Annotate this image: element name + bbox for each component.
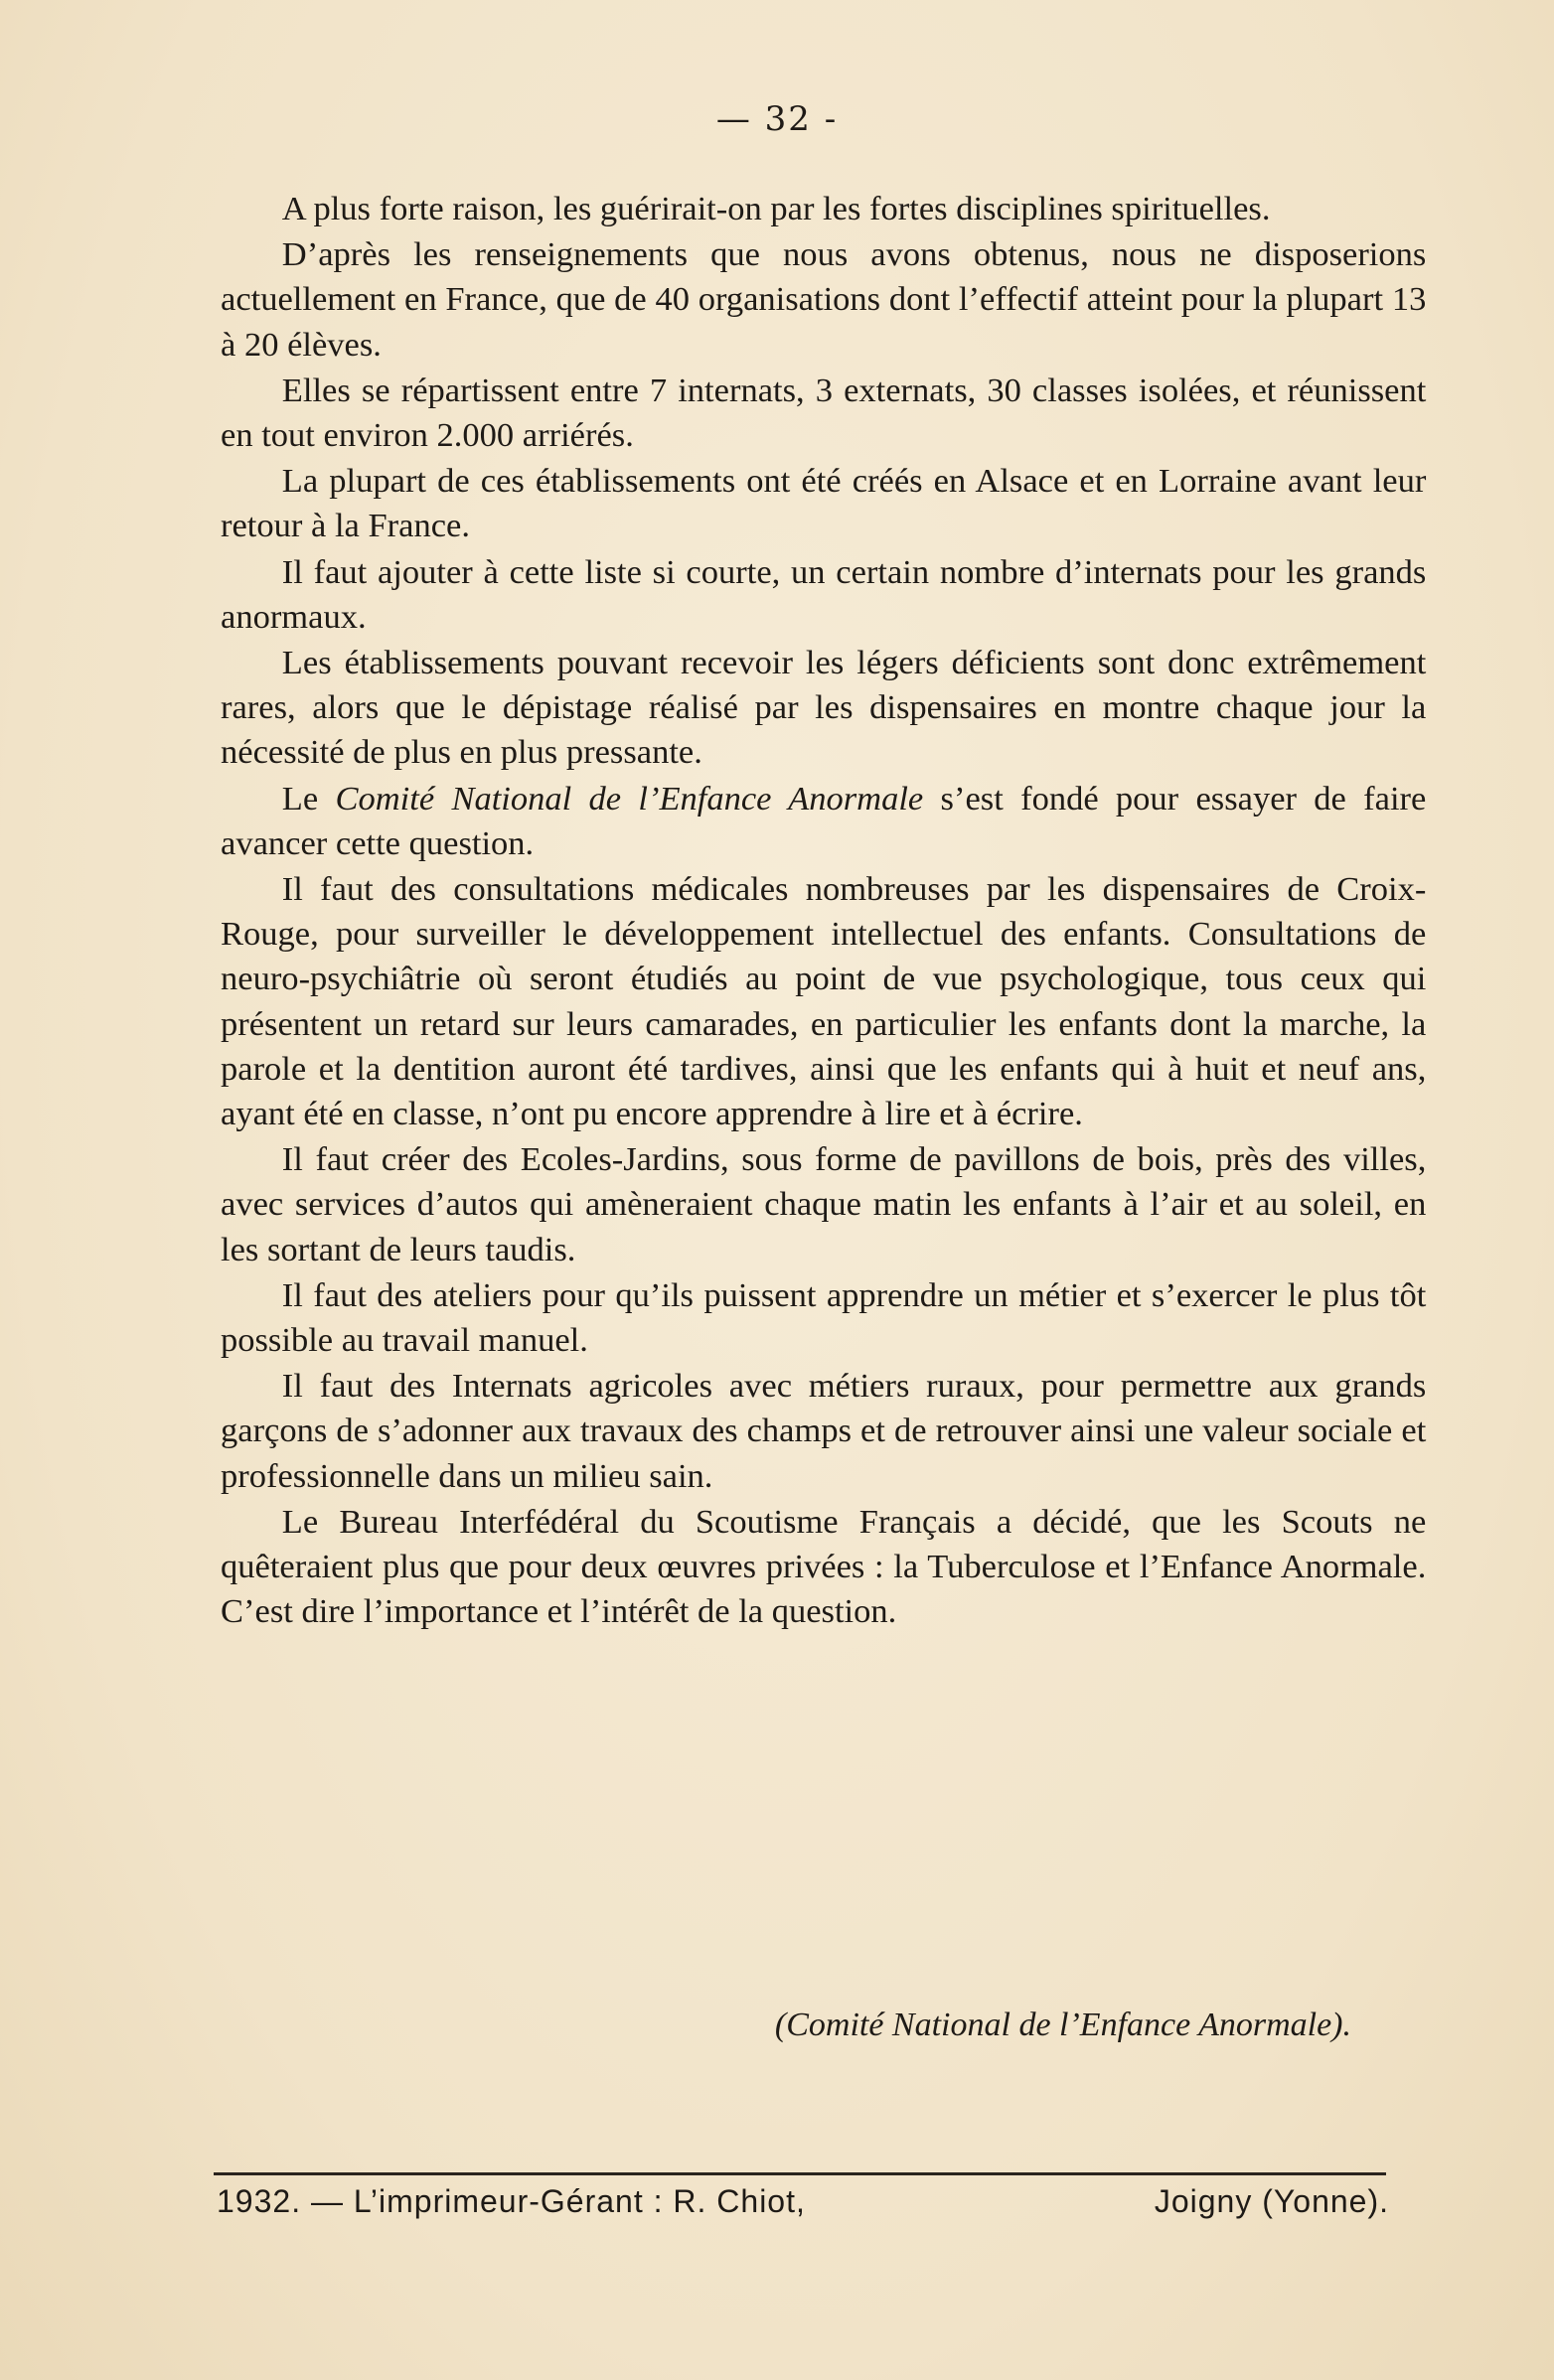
comite-suffix: s’est fondé pour essayer de faire avancer cette question. <box>221 780 1427 862</box>
paragraph: Il faut créer des Ecoles-Jardins, sous forme de pavillons de bois, près des villes, avec services d’autos qui amèneraient chaque matin les enfants à l’air et au soleil, en les sortant de leurs taudis. <box>221 1141 1427 1268</box>
paragraph: Il faut des Internats agricoles avec métiers ruraux, pour permettre aux grands garçons de s’adonner aux travaux des champs et de retrouver ainsi une valeur sociale et professionnelle dans un milieu sain. <box>221 1368 1427 1495</box>
paragraph: Elles se répartissent entre 7 internats, 3 externats, 30 classes isolées, et réunissent en tout environ 2.000 arriérés. <box>221 372 1427 455</box>
paragraph-comite <box>221 777 1426 866</box>
paragraph: D’après les renseignements que nous avons obtenus, nous ne disposerions actuellement en France, que de 40 organisations dont l’effectif atteint pour la plupart 13 à 20 élèves. <box>221 236 1427 364</box>
imprint-footer <box>217 2183 1389 2220</box>
paragraph: Il faut des consultations médicales nombreuses par les dispensaires de Croix-Rouge, pour surveiller le développement intellectuel des enfants. Consultations de neuro-psychiâtrie où seront étudiés au point de vue psychologique, tous ceux qui présentent un retard sur leurs camarades, en particulier les enfants dont la marche, la parole et la dentition auront été tardives, ainsi que les enfants qui à huit et neuf ans, ayant été en classe, n’ont pu encore apprendre à lire et à écrire. <box>221 871 1427 1133</box>
imprint-printer: 1932. — L’imprimeur-Gérant : R. Chiot, <box>217 2183 806 2219</box>
paragraph: Le Bureau Interfédéral du Scoutisme Français a décidé, que les Scouts ne quêteraient plus que pour deux œuvres privées : la Tuberculose et l’Enfance Anormale. C’est dire l’importance et l’intérêt de la question. <box>221 1503 1427 1631</box>
comite-prefix: Le <box>281 780 336 818</box>
paragraph: Il faut des ateliers pour qu’ils puissent apprendre un métier et s’exercer le plus tôt possible au travail manuel. <box>221 1276 1427 1360</box>
footer-divider <box>214 2172 1386 2175</box>
paragraph: Il faut ajouter à cette liste si courte, un certain nombre d’internats pour les grands anormaux. <box>221 553 1427 636</box>
paragraph: A plus forte raison, les guérirait-on par les fortes disciplines spirituelles. <box>281 191 1271 227</box>
page-number: — 32 - <box>715 99 839 139</box>
imprint-place: Joigny (Yonne). <box>1154 2183 1389 2219</box>
comite-name: Comité National de l’Enfance Anormale <box>335 780 924 818</box>
signature: (Comité National de l’Enfance Anormale). <box>774 2007 1351 2043</box>
paragraph: La plupart de ces établissements ont été créés en Alsace et en Lorraine avant leur retour à la France. <box>221 463 1427 545</box>
article-body <box>221 187 1426 1636</box>
paragraph: Les établissements pouvant recevoir les légers déficients sont donc extrêmement rares, alors que le dépistage réalisé par les dispensaires en montre chaque jour la nécessité de plus en plus pressante. <box>221 645 1427 772</box>
